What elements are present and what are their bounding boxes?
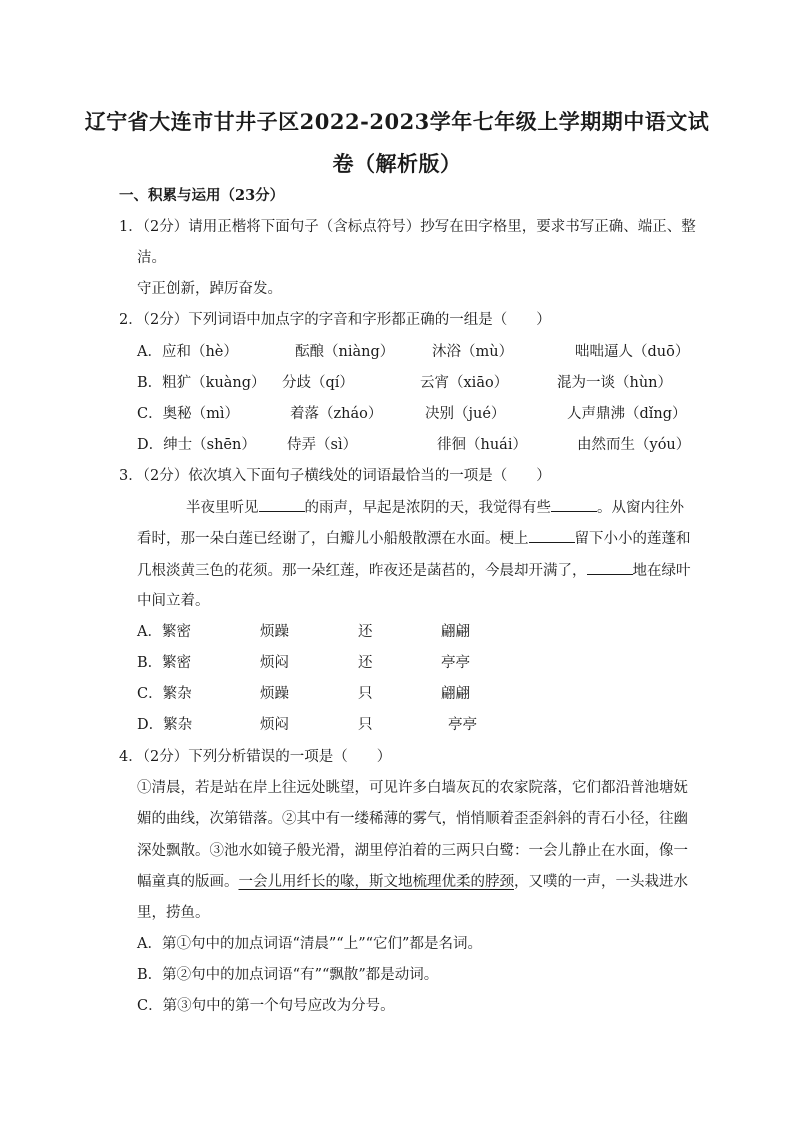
q2-option-d-word-3: 徘徊（huái） xyxy=(437,437,527,453)
q3-option-d-word-4: 亭亭 xyxy=(448,717,477,733)
q4-option-a: A．第①句中的加点词语“清晨”“上”“它们”都是名词。 xyxy=(137,936,482,952)
q2-option-b-word-4: 混为一谈（hùn） xyxy=(557,375,673,391)
q4-stem: 4．（2分）下列分析错误的一项是（ ） xyxy=(119,749,392,765)
q3-option-d-word-2: 烦闷 xyxy=(260,717,289,733)
fill-blank-1[interactable] xyxy=(259,497,305,512)
q2-option-c-word-3: 决别（jué） xyxy=(425,406,506,422)
q2-option-d-word-2: 侍弄（sì） xyxy=(287,437,358,453)
q3-passage-line-1 xyxy=(186,497,684,518)
q3-option-a-word-2: 烦躁 xyxy=(260,624,289,640)
q3-option-a-word-3: 还 xyxy=(358,624,373,640)
q2-option-d-word-4: 由然而生（yóu） xyxy=(577,437,691,453)
q4-option-c: C．第③句中的第一个句号应改为分号。 xyxy=(137,998,395,1014)
q2-option-a-word-3: 沐浴（mù） xyxy=(432,344,514,360)
q1-stem-line-2: 洁。 xyxy=(137,250,166,266)
q3-text: 的雨声，早起是浓阴的天，我觉得有些 xyxy=(304,500,551,516)
fill-blank-4[interactable] xyxy=(587,560,633,575)
fill-blank-3[interactable] xyxy=(529,528,575,543)
q3-option-c-word-4: 翩翩 xyxy=(441,686,470,702)
q2-option-b-word-2: 分歧（qí） xyxy=(282,375,354,391)
q2-stem: 2．（2分）下列词语中加点字的字音和字形都正确的一组是（ ） xyxy=(119,312,551,328)
q2-option-a-word-4: 咄咄逼人（duō） xyxy=(575,344,690,360)
q3-text: 留下小小的莲蓬和 xyxy=(574,531,691,547)
q3-passage-line-4: 中间立着。 xyxy=(137,593,210,609)
q2-option-b: B．粗犷（kuàng） xyxy=(137,375,266,391)
q4-passage-line-4 xyxy=(137,872,688,892)
q4-passage-line-3: 深处飘散。③池水如镜子般光滑，湖里停泊着的三两只白鹭：一会儿静止在水面，像一 xyxy=(137,843,688,859)
q2-option-c: C．奥秘（mì） xyxy=(137,406,239,422)
q2-option-c-word-2: 着落（zháo） xyxy=(290,406,383,422)
q4-text: 幅童真的版画。 xyxy=(137,874,239,890)
q3-option-c-word-3: 只 xyxy=(358,686,373,702)
q3-option-a: A．繁密 xyxy=(137,624,191,640)
section-heading: 一、积累与运用（23分） xyxy=(119,187,285,204)
fill-blank-2[interactable] xyxy=(551,497,597,512)
document-title-line-2: 卷（解析版） xyxy=(332,151,462,176)
q3-text: 看时，那一朵白莲已经谢了，白瓣儿小船般散漂在水面。梗上 xyxy=(137,531,529,547)
q4-passage-line-5: 里，捞鱼。 xyxy=(137,905,210,921)
q1-sentence: 守正创新，踔厉奋发。 xyxy=(137,281,282,297)
q3-option-b-word-2: 烦闷 xyxy=(260,655,289,671)
q3-text: 半夜里听见 xyxy=(186,500,259,516)
q3-option-a-word-4: 翩翩 xyxy=(441,624,470,640)
q3-option-d: D．繁杂 xyxy=(137,717,193,733)
q2-option-d: D．绅士（shēn） xyxy=(137,437,256,453)
q2-option-c-word-4: 人声鼎沸（dǐng） xyxy=(567,406,687,422)
q3-stem: 3．（2分）依次填入下面句子横线处的词语最恰当的一项是（ ） xyxy=(119,468,551,484)
q1-stem-line-1: 1．（2分）请用正楷将下面句子（含标点符号）抄写在田字格里，要求书写正确、端正、整 xyxy=(119,219,696,235)
q3-option-d-word-3: 只 xyxy=(358,717,373,733)
q3-option-b-word-3: 还 xyxy=(358,655,373,671)
q4-option-b: B．第②句中的加点词语“有”“飘散”都是动词。 xyxy=(137,967,439,983)
q3-option-c: C．繁杂 xyxy=(137,686,192,702)
q4-passage-line-1: ①清晨，若是站在岸上往远处眺望，可见许多白墙灰瓦的农家院落，它们都沿普池塘妩 xyxy=(137,780,688,796)
q3-passage-line-2 xyxy=(137,528,691,549)
q2-option-a: A．应和（hè） xyxy=(137,344,238,360)
q4-passage-line-2: 媚的曲线，次第错落。②其中有一缕稀薄的雾气，悄悄顺着歪歪斜斜的青石小径，往幽 xyxy=(137,811,688,827)
q3-text: 几根淡黄三色的花须。那一朵红莲，昨夜还是菡萏的，今晨却开满了， xyxy=(137,563,587,579)
q3-option-b: B．繁密 xyxy=(137,655,192,671)
q3-option-c-word-2: 烦躁 xyxy=(260,686,289,702)
document-title-line-1: 辽宁省大连市甘井子区2022-2023学年七年级上学期期中语文试 xyxy=(84,109,710,134)
q4-text: ，又噗的一声，一头栽进水 xyxy=(514,874,688,890)
q3-text: 地在绿叶 xyxy=(632,563,691,579)
q2-option-a-word-2: 酝酿（niàng） xyxy=(295,344,395,360)
q3-text: 。从窗内往外 xyxy=(597,500,684,516)
q3-option-b-word-4: 亭亭 xyxy=(441,655,470,671)
q3-passage-line-3 xyxy=(137,560,691,581)
q2-option-b-word-3: 云宵（xiāo） xyxy=(420,375,509,391)
underlined-sentence: 一会儿用纤长的喙，斯文地梳理优柔的脖颈 xyxy=(238,874,514,890)
